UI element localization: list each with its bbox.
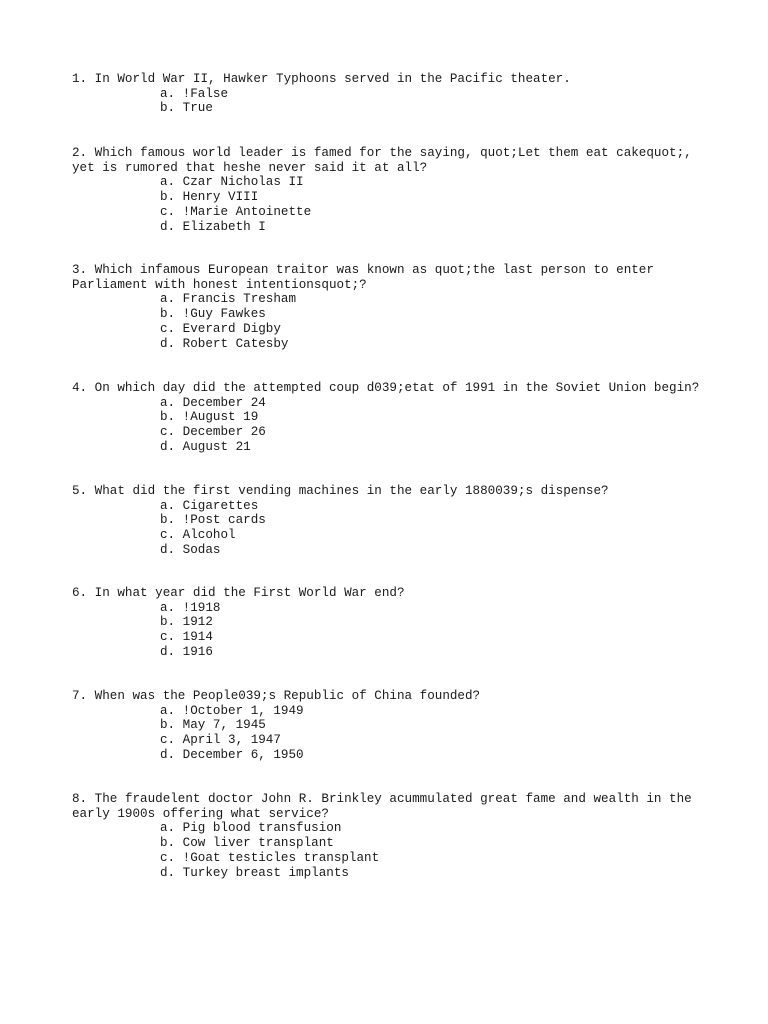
question-4 [72,381,712,455]
answer-option: a. Pig blood transfusion [160,821,342,836]
answer-option: d. Elizabeth I [160,219,266,234]
question-text: 7. When was the People039;s Republic of China founded? [72,689,481,703]
question-text: 3. Which infamous European traitor was known as quot;the last person to enter Parliament with honest intentionsquot;? [72,263,654,292]
answer-option: b. True [160,101,213,116]
answer-option: a. December 24 [160,395,266,410]
answer-options [72,704,712,763]
answer-option: c. !Marie Antoinette [160,204,312,219]
question-text: 4. On which day did the attempted coup d039;etat of 1991 in the Soviet Union begin? [72,381,700,395]
answer-option: b. 1912 [160,615,213,630]
question-text: 5. What did the first vending machines in the early 1880039;s dispense? [72,484,609,498]
answer-option: d. August 21 [160,439,251,454]
question-text: 1. In World War II, Hawker Typhoons served in the Pacific theater. [72,72,571,86]
answer-option: d. Sodas [160,542,221,557]
question-text: 6. In what year did the First World War end? [72,586,405,600]
answer-options [72,396,712,455]
question-6 [72,586,712,660]
answer-option: d. 1916 [160,644,213,659]
answer-option: b. !August 19 [160,410,259,425]
answer-options [72,292,712,351]
question-8 [72,792,712,880]
answer-option: b. May 7, 1945 [160,718,266,733]
question-2 [72,146,712,234]
answer-option: b. !Guy Fawkes [160,307,266,322]
answer-options [72,87,712,116]
answer-option: a. Czar Nicholas II [160,175,304,190]
answer-option: a. !False [160,86,229,101]
answer-option: a. Francis Tresham [160,292,297,307]
answer-option: c. December 26 [160,425,266,440]
question-text: 8. The fraudelent doctor John R. Brinkley acummulated great fame and wealth in the early 1900s offering what service? [72,792,692,821]
answer-option: d. Turkey breast implants [160,865,349,880]
answer-option: c. 1914 [160,630,213,645]
answer-option: c. Alcohol [160,528,236,543]
answer-option: c. April 3, 1947 [160,733,281,748]
answer-options [72,175,712,234]
answer-option: d. December 6, 1950 [160,747,304,762]
answer-option: b. Henry VIII [160,190,259,205]
answer-option: b. !Post cards [160,513,266,528]
answer-option: a. !October 1, 1949 [160,703,304,718]
answer-option: d. Robert Catesby [160,336,289,351]
answer-option: b. Cow liver transplant [160,836,334,851]
answer-option: a. Cigarettes [160,498,259,513]
question-1 [72,72,712,116]
question-5 [72,484,712,558]
question-7 [72,689,712,763]
answer-option: c. Everard Digby [160,321,281,336]
answer-options [72,499,712,558]
answer-options [72,601,712,660]
answer-option: a. !1918 [160,600,221,615]
question-3 [72,263,712,351]
answer-options [72,821,712,880]
answer-option: c. !Goat testicles transplant [160,850,380,865]
question-text: 2. Which famous world leader is famed for the saying, quot;Let them eat cakequot;, yet is rumored that heshe never said it at all? [72,146,692,175]
